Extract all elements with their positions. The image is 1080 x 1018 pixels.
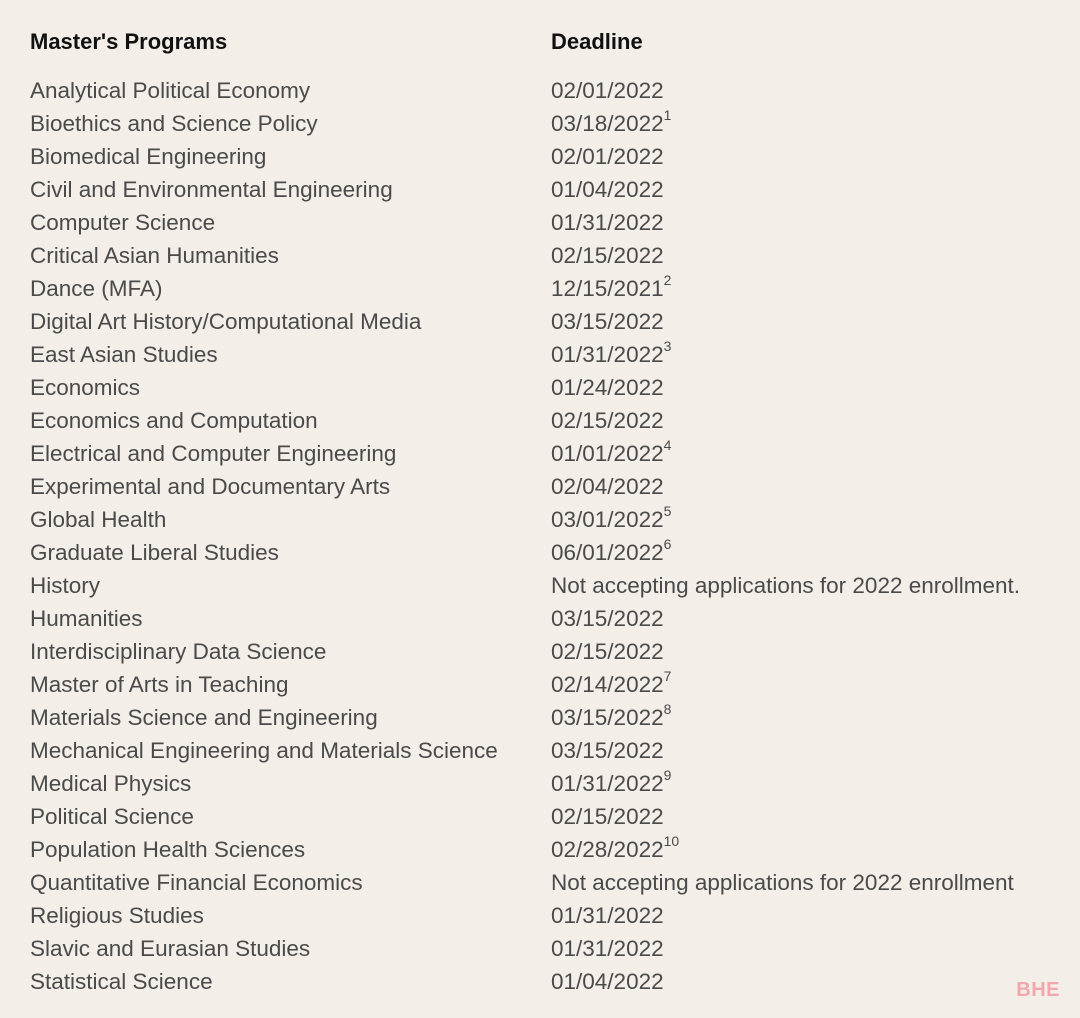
program-name: Medical Physics	[30, 770, 192, 796]
table-row	[30, 404, 1070, 437]
program-name: Biomedical Engineering	[30, 143, 267, 169]
program-name: Experimental and Documentary Arts	[30, 473, 391, 499]
table-row	[30, 173, 1070, 206]
table-row	[30, 833, 1070, 866]
deadline-value: 06/01/2022	[551, 539, 664, 565]
deadline-cell	[551, 375, 1070, 401]
table-row	[30, 602, 1070, 635]
deadline-cell	[551, 804, 1070, 830]
deadline-value: 02/14/2022	[551, 671, 664, 697]
program-name: Electrical and Computer Engineering	[30, 440, 397, 466]
deadline-cell	[551, 144, 1070, 170]
footnote-marker: 10	[663, 833, 680, 849]
program-name: Economics and Computation	[30, 407, 318, 433]
program-name: Digital Art History/Computational Media	[30, 308, 422, 334]
table-row	[30, 74, 1070, 107]
table-row	[30, 437, 1070, 470]
deadline-value: 03/15/2022	[551, 605, 664, 631]
table-row	[30, 767, 1070, 800]
deadline-value: 01/04/2022	[551, 176, 664, 202]
deadline-value: 03/15/2022	[551, 308, 664, 334]
programs-column-header: Master's Programs	[30, 29, 228, 54]
deadline-cell	[551, 536, 1070, 566]
deadline-value: 03/01/2022	[551, 506, 664, 532]
deadline-cell	[551, 767, 1070, 797]
deadline-column-header: Deadline	[551, 29, 643, 54]
footnote-marker: 4	[663, 437, 672, 453]
deadline-cell	[551, 272, 1070, 302]
deadline-cell	[551, 573, 1070, 599]
table-row	[30, 371, 1070, 404]
deadline-cell	[551, 833, 1070, 863]
deadline-cell	[551, 177, 1070, 203]
deadline-cell	[551, 606, 1070, 632]
program-name: Civil and Environmental Engineering	[30, 176, 393, 202]
program-name: History	[30, 572, 101, 598]
deadline-value: 01/31/2022	[551, 935, 664, 961]
deadline-value: Not accepting applications for 2022 enrollment	[551, 869, 1014, 895]
table-header	[30, 24, 1070, 60]
deadline-value: 02/28/2022	[551, 836, 664, 862]
deadline-value: 01/31/2022	[551, 770, 664, 796]
deadline-cell	[551, 969, 1070, 995]
table-row	[30, 503, 1070, 536]
program-name: Analytical Political Economy	[30, 77, 311, 103]
deadline-value: 02/15/2022	[551, 638, 664, 664]
deadline-cell	[551, 668, 1070, 698]
program-name: Graduate Liberal Studies	[30, 539, 279, 565]
footnote-marker: 6	[663, 536, 672, 552]
deadline-cell	[551, 474, 1070, 500]
table-row	[30, 899, 1070, 932]
table-row	[30, 635, 1070, 668]
table-row	[30, 668, 1070, 701]
program-name: Dance (MFA)	[30, 275, 163, 301]
deadline-value: Not accepting applications for 2022 enrollment.	[551, 572, 1021, 598]
table-row	[30, 734, 1070, 767]
deadline-cell	[551, 503, 1070, 533]
footnote-marker: 3	[663, 338, 672, 354]
deadline-value: 01/24/2022	[551, 374, 664, 400]
deadline-cell	[551, 639, 1070, 665]
table-row	[30, 305, 1070, 338]
footnote-marker: 5	[663, 503, 672, 519]
table-row	[30, 338, 1070, 371]
deadline-value: 01/01/2022	[551, 440, 664, 466]
deadline-cell	[551, 738, 1070, 764]
deadline-cell	[551, 870, 1070, 896]
table-row	[30, 932, 1070, 965]
table-row	[30, 272, 1070, 305]
table-row	[30, 470, 1070, 503]
program-name: Quantitative Financial Economics	[30, 869, 363, 895]
deadline-cell	[551, 338, 1070, 368]
deadline-cell	[551, 243, 1070, 269]
program-name: Materials Science and Engineering	[30, 704, 378, 730]
deadline-value: 02/01/2022	[551, 77, 664, 103]
deadline-cell	[551, 408, 1070, 434]
program-name: Mechanical Engineering and Materials Science	[30, 737, 498, 763]
deadline-value: 02/04/2022	[551, 473, 664, 499]
table-body	[30, 74, 1070, 998]
deadline-cell	[551, 107, 1070, 137]
deadline-cell	[551, 437, 1070, 467]
deadline-cell	[551, 210, 1070, 236]
deadline-cell	[551, 78, 1070, 104]
program-name: Humanities	[30, 605, 143, 631]
deadline-cell	[551, 309, 1070, 335]
program-name: Bioethics and Science Policy	[30, 110, 318, 136]
program-name: Master of Arts in Teaching	[30, 671, 289, 697]
table-row	[30, 800, 1070, 833]
deadline-value: 12/15/2021	[551, 275, 664, 301]
deadline-value: 01/31/2022	[551, 902, 664, 928]
table-row	[30, 140, 1070, 173]
footnote-marker: 8	[663, 701, 672, 717]
program-name: Political Science	[30, 803, 194, 829]
program-name: Statistical Science	[30, 968, 213, 994]
program-name: Economics	[30, 374, 141, 400]
deadline-value: 02/15/2022	[551, 242, 664, 268]
deadline-value: 01/31/2022	[551, 341, 664, 367]
deadline-cell	[551, 701, 1070, 731]
deadline-value: 02/01/2022	[551, 143, 664, 169]
footnote-marker: 1	[663, 107, 672, 123]
program-name: Interdisciplinary Data Science	[30, 638, 327, 664]
table-row	[30, 701, 1070, 734]
program-name: East Asian Studies	[30, 341, 218, 367]
deadline-value: 03/15/2022	[551, 704, 664, 730]
deadline-cell	[551, 936, 1070, 962]
deadline-value: 02/15/2022	[551, 803, 664, 829]
program-name: Computer Science	[30, 209, 216, 235]
table-row	[30, 866, 1070, 899]
footnote-marker: 9	[663, 767, 672, 783]
deadline-value: 03/15/2022	[551, 737, 664, 763]
table-row	[30, 206, 1070, 239]
deadline-value: 02/15/2022	[551, 407, 664, 433]
deadlines-table	[30, 24, 1070, 998]
table-row	[30, 239, 1070, 272]
program-name: Global Health	[30, 506, 167, 532]
program-name: Population Health Sciences	[30, 836, 306, 862]
deadline-value: 01/04/2022	[551, 968, 664, 994]
footnote-marker: 2	[663, 272, 672, 288]
program-name: Religious Studies	[30, 902, 204, 928]
deadline-value: 01/31/2022	[551, 209, 664, 235]
watermark-logo: BHE	[1016, 979, 1060, 1001]
table-row	[30, 107, 1070, 140]
deadline-value: 03/18/2022	[551, 110, 664, 136]
deadline-cell	[551, 903, 1070, 929]
program-name: Slavic and Eurasian Studies	[30, 935, 311, 961]
table-row	[30, 569, 1070, 602]
footnote-marker: 7	[663, 668, 672, 684]
table-row	[30, 965, 1070, 998]
table-row	[30, 536, 1070, 569]
program-name: Critical Asian Humanities	[30, 242, 279, 268]
